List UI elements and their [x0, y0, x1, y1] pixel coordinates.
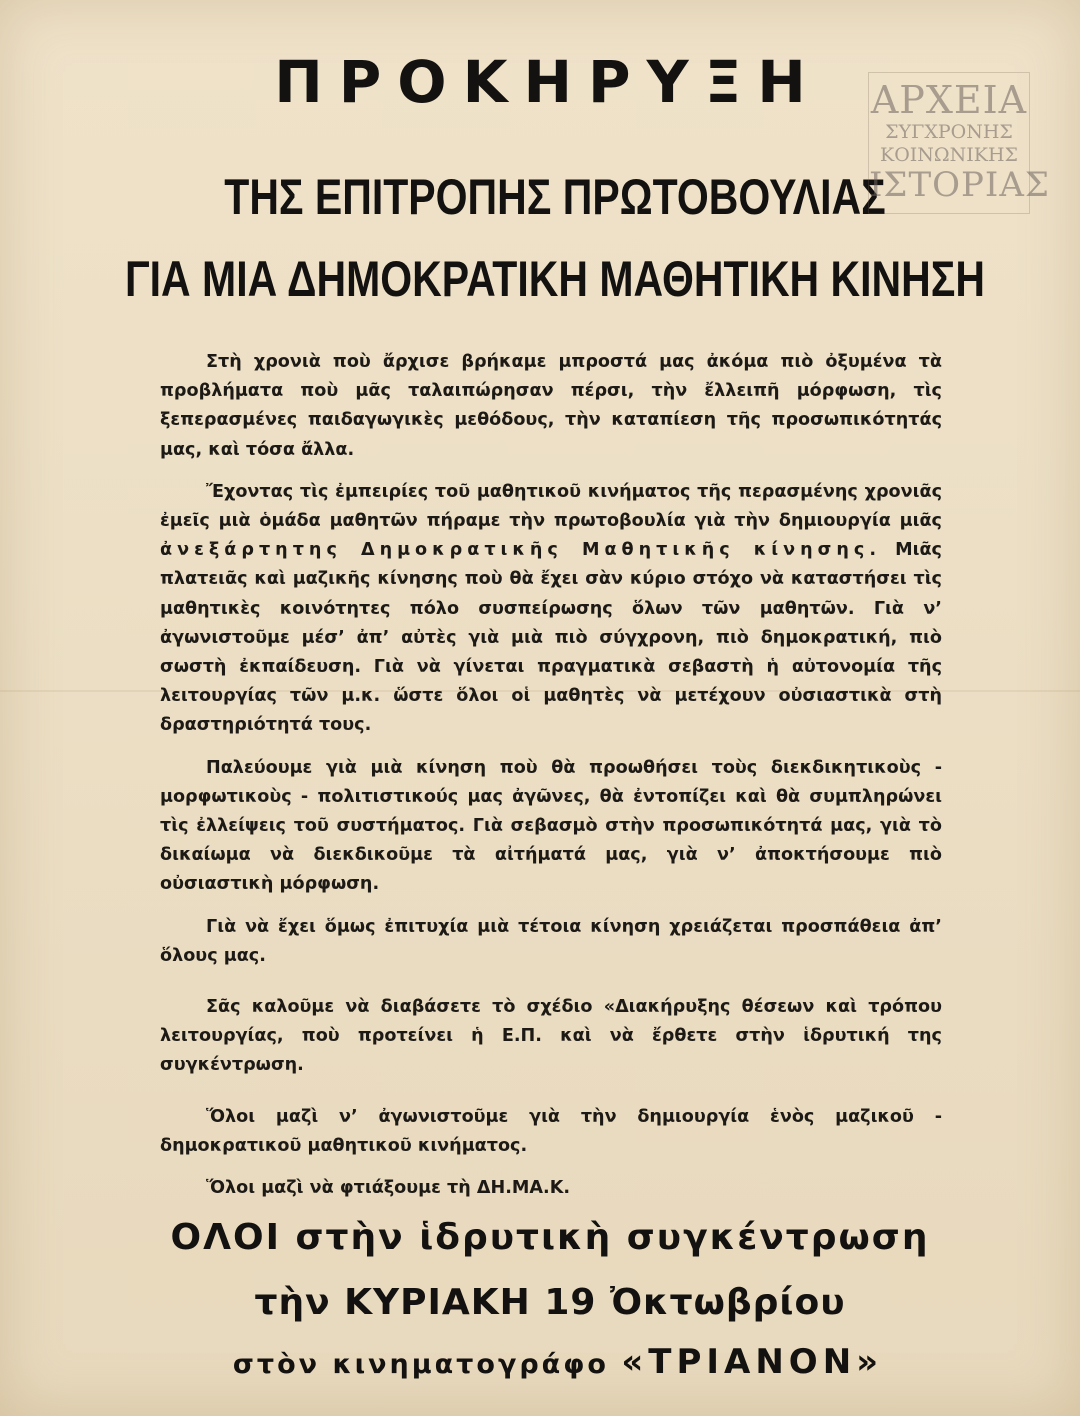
footer-venue-line: [0, 1342, 1080, 1382]
document-subtitle-line2: ΓΙΑ ΜΙΑ ΔΗΜΟΚΡΑΤΙΚΗ ΜΑΘΗΤΙΚΗ ΚΙΝΗΣΗ: [124, 251, 985, 307]
paragraph-2: [160, 478, 942, 741]
paragraph-3: Παλεύουμε γιὰ μιὰ κίνηση ποὺ θὰ προωθήσει τοὺς διεκδικητικοὺς - μορφωτικοὺς - πολιτιστικούς μας ἀγῶνες, θὰ ἐντοπίζει καὶ θὰ συμπληρώνει τὶς ἐλλείψεις τοῦ συστήματος. Γιὰ σεβασμὸ στὴν προσωπικότητά μας, γιὰ τὸ δικαίωμα νὰ διεκδικοῦμε τὰ αἰτήματά μας, γιὰ ν’ ἀποκτήσουμε πιὸ οὐσιαστικὴ μόρφωση.: [160, 757, 942, 895]
footer-venue-prefix: στὸν κινηματογράφο: [232, 1349, 609, 1380]
footer-date-line: τὴν ΚΥΡΙΑΚΗ 19 Ὀκτωβρίου: [254, 1282, 846, 1323]
footer-venue-name: «ΤΡΙΑΝΟΝ»: [621, 1342, 884, 1382]
body-text: [160, 348, 942, 1216]
paragraph-6: Ὅλοι μαζὶ ν’ ἀγωνιστοῦμε γιὰ τὴν δημιουργία ἑνὸς μαζικοῦ - δημοκρατικοῦ μαθητικοῦ κινήματος.: [160, 1106, 942, 1156]
document-title: ΠΡΟΚΗΡΥΞΗ: [274, 48, 822, 116]
paragraph-4: Γιὰ νὰ ἔχει ὅμως ἐπιτυχία μιὰ τέτοια κίνηση χρειάζεται προσπάθεια ἀπ’ ὅλους μας.: [160, 916, 942, 966]
footer-call-line: ΟΛΟΙ στὴν ἱδρυτικὴ συγκέντρωση: [170, 1217, 930, 1258]
paragraph-7: Ὅλοι μαζὶ νὰ φτιάξουμε τὴ ΔΗ.ΜΑ.Κ.: [206, 1178, 571, 1199]
watermark-line1: ΑΡΧΕΙΑ: [870, 78, 1028, 122]
paragraph-5: Σᾶς καλοῦμε νὰ διαβάσετε τὸ σχέδιο «Διακήρυξης θέσεων καὶ τρόπου λειτουργίας, ποὺ προτείνει ἡ Ε.Π. καὶ νὰ ἔρθετε στὴν ἱδρυτική της συγκέντρωση.: [160, 997, 942, 1076]
watermark-line2: ΣΥΓΧΡΟΝΗΣ: [885, 121, 1013, 143]
paragraph-2-rest: Μιᾶς πλατειᾶς καὶ μαζικῆς κίνησης ποὺ θὰ ἔχει σὰν κύριο στόχο νὰ καταστήσει τὶς μαθητικὲς κοινότητες πόλο συσπείρωσης ὅλων τῶν μαθητῶν. Γιὰ ν’ ἀγωνιστοῦμε μέσ’ ἀπ’ αὐτὲς γιὰ μιὰ πιὸ σύγχρονη, πιὸ δημοκρατική, πιὸ σωστὴ ἐκπαίδευση. Γιὰ νὰ γίνεται πραγματικὰ σεβαστὴ ἡ αὐτονομία τῆς λειτουργίας τῶν μ.κ. ὥστε ὅλοι οἱ μαθητὲς νὰ μετέχουν οὐσιαστικὰ στὴ δραστηριότητά τους.: [160, 540, 942, 736]
paragraph-2-intro: Ἔχοντας τὶς ἐμπειρίες τοῦ μαθητικοῦ κινήματος τῆς περασμένης χρονιᾶς ἐμεῖς μιὰ ὁμάδα μαθητῶν πήραμε τὴν πρωτοβουλία γιὰ τὴν δημιουργία μιᾶς: [160, 481, 942, 532]
document-subtitle-line1: ΤΗΣ ΕΠΙΤΡΟΠΗΣ ΠΡΩΤΟΒΟΥΛΙΑΣ: [224, 169, 886, 225]
paragraph-1: Στὴ χρονιὰ ποὺ ἄρχισε βρήκαμε μπροστά μας ἀκόμα πιὸ ὀξυμένα τὰ προβλήματα ποὺ μᾶς ταλαιπώρησαν πέρσι, τὴν ἔλλειπῆ μόρφωση, τὶς ξεπερασμένες παιδαγωγικὲς μεθόδους, τὴν καταπίεση τῆς προσωπικότητάς μας, καὶ τόσα ἄλλα.: [160, 352, 942, 460]
paragraph-2-emphasis: ἀνεξάρτητης Δημοκρατικῆς Μαθητικῆς κίνησης.: [160, 540, 881, 561]
watermark-line3: ΚΟΙΝΩΝΙΚΗΣ: [880, 144, 1018, 166]
archive-watermark-stamp: [868, 72, 1050, 214]
watermark-line4: ΙΣΤΟΡΙΑΣ: [869, 165, 1050, 205]
